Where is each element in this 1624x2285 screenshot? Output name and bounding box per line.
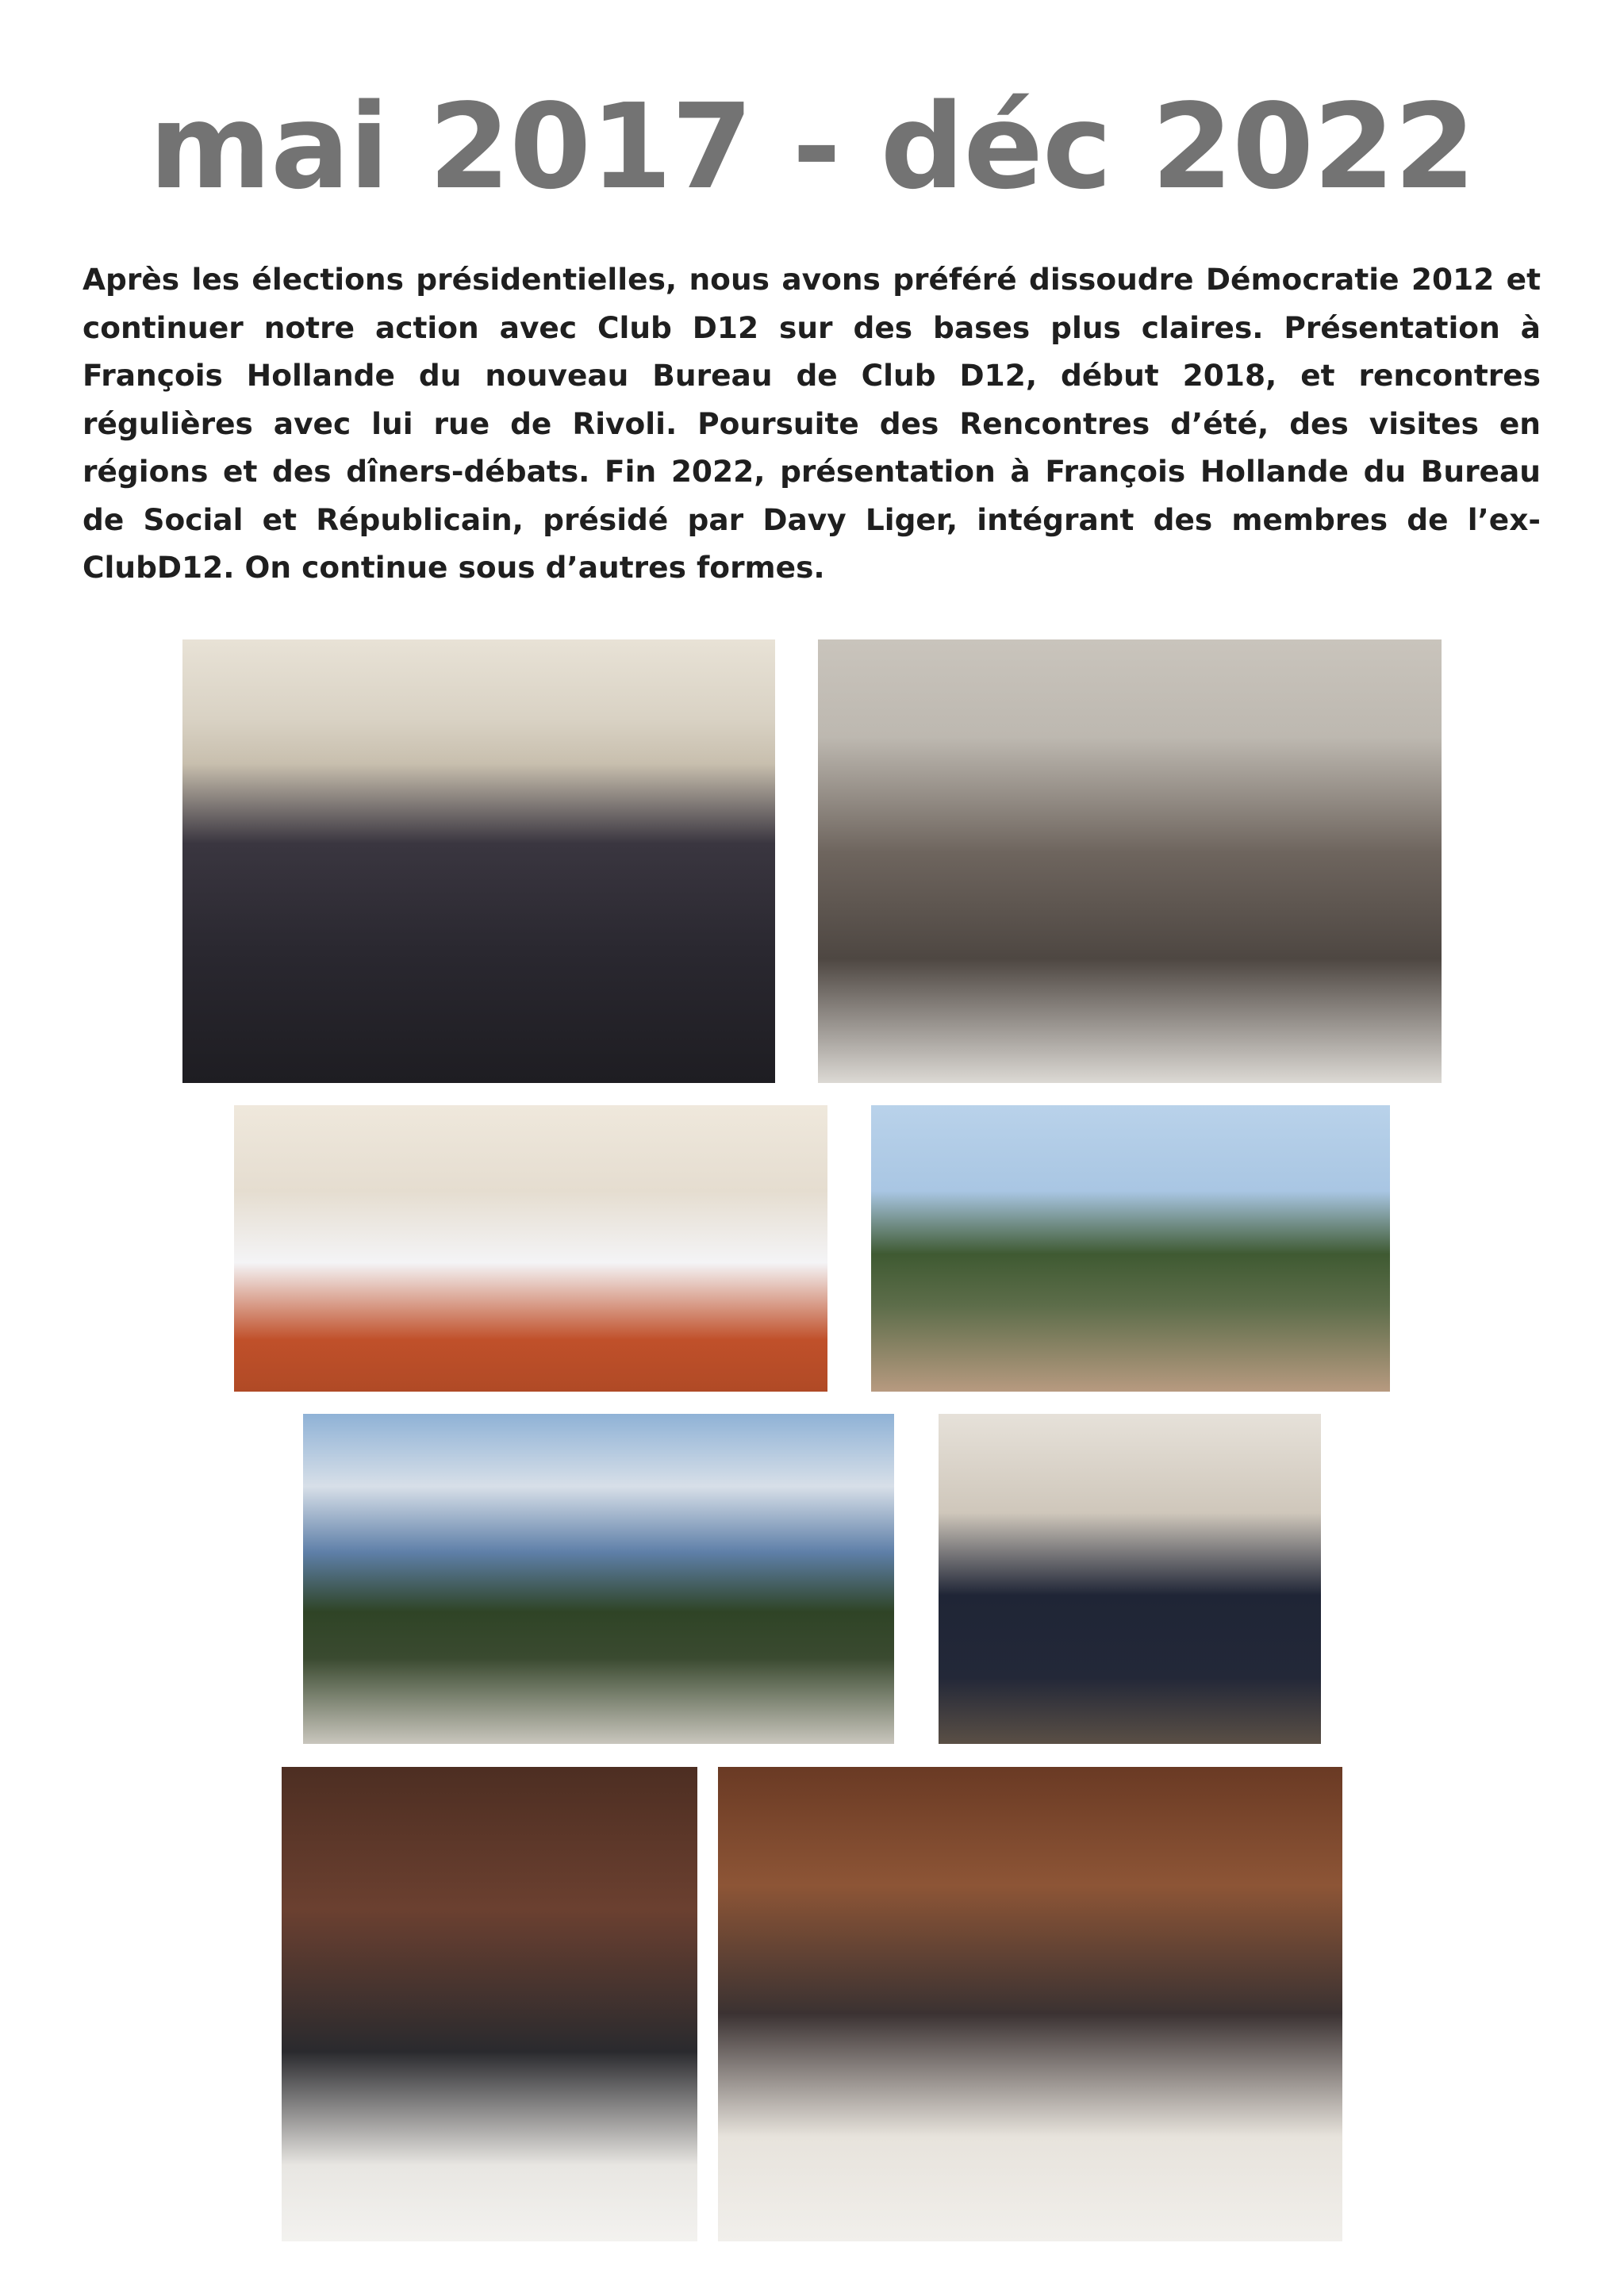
photo-wine-gift <box>939 1414 1321 1744</box>
photo-conference-room <box>234 1105 827 1392</box>
photo-group-vineyard-sky <box>303 1414 894 1744</box>
intro-paragraph: Après les élections présidentielles, nous avons préféré dissoudre Démocratie 2012 et continuer notre action avec Club D12 sur des bases plus claires. Présentation à François Hollande du nouveau Bureau de Club D12, début 2018, et rencontres régulières avec lui rue de Rivoli. Poursuite des Rencontres d’été, des visites en régions et des dîners-débats. Fin 2022, présentation à François Hollande du Bureau de Social et Républicain, présidé par Davy Liger, intégrant des membres de l’ex-ClubD12. On continue sous d’autres formes. <box>83 262 1541 585</box>
photo-speech-dinner <box>282 1767 697 2241</box>
page-title: mai 2017 - déc 2022 <box>148 79 1476 215</box>
photo-dinner-debate <box>718 1767 1342 2241</box>
photo-group-office <box>182 639 775 1083</box>
photo-group-vineyard <box>871 1105 1390 1392</box>
photo-meeting-sofa <box>818 639 1442 1083</box>
